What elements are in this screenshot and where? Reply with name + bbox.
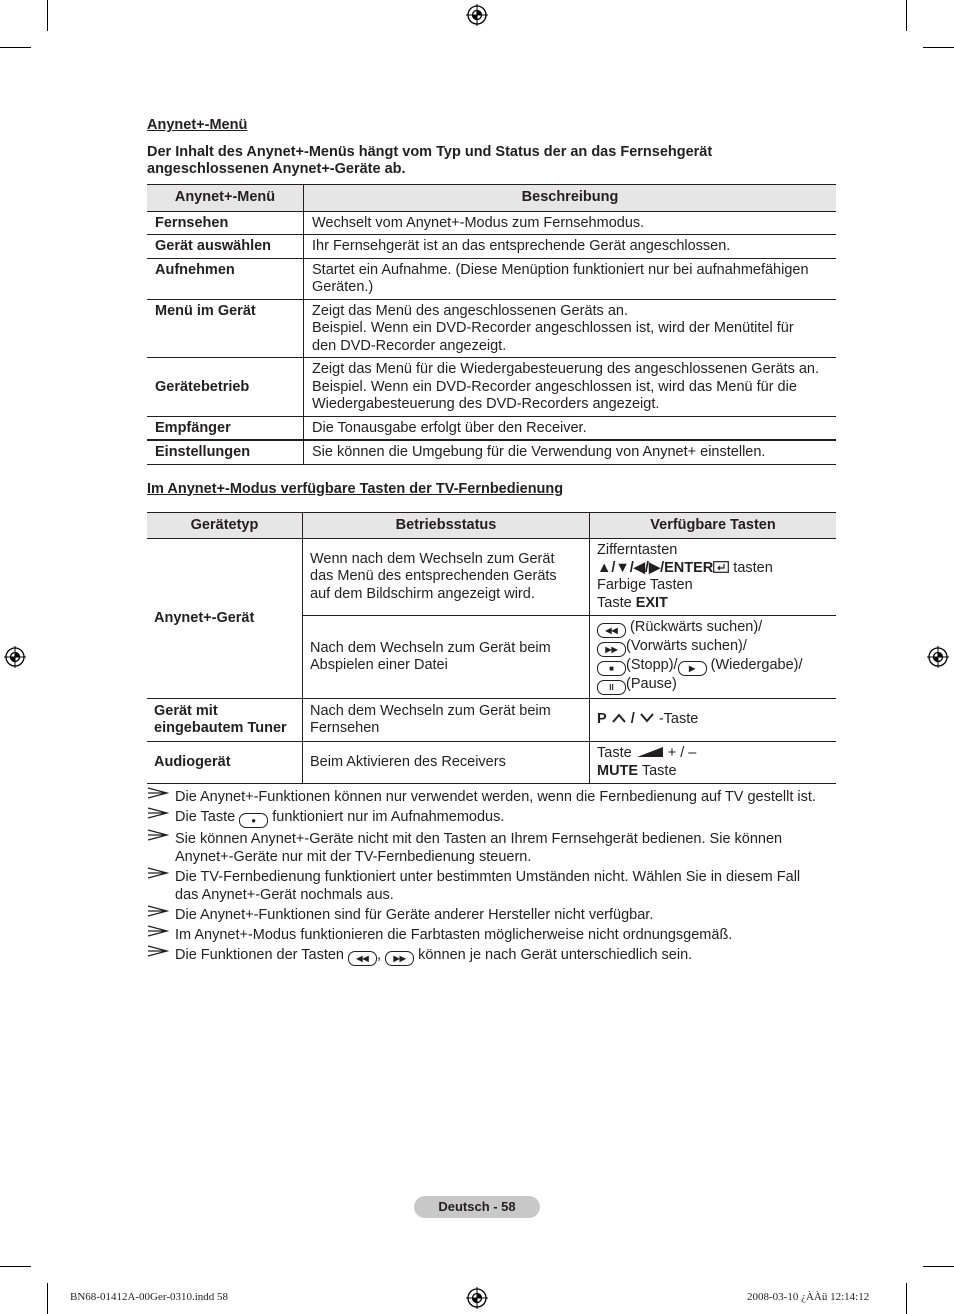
table-row: Gerät mit eingebautem Tuner Nach dem Wechseln zum Gerät beim Fernsehen P / -Taste [147, 699, 836, 742]
column-header: Betriebsstatus [303, 512, 590, 539]
rewind-icon: ◀◀ [597, 623, 626, 638]
intro-text: Der Inhalt des Anynet+-Menüs hängt vom Typ und Status der an das Fernsehgerät angeschlossenen Anynet+-Geräte ab. [147, 144, 713, 177]
table-row: Menü im Gerät Zeigt das Menü des angeschlossenen Geräts an. Beispiel. Wenn ein DVD-Recorder angeschlossen ist, wird der Menütitel für den DVD-Recorder angezeigt. [147, 299, 836, 358]
pause-icon: II [597, 680, 626, 695]
registration-mark-icon [466, 1287, 488, 1309]
registration-mark-icon [927, 646, 949, 668]
crop-mark [906, 1283, 907, 1314]
table-row: Nach dem Wechseln zum Gerät beim Abspielen einer Datei ◀◀ (Rückwärts suchen)/ ▶▶ (Vorwärts suchen)/ ■ (Stopp)/ ▶ (Wiedergabe)/ II (Pause) [147, 616, 836, 699]
remote-keys-table [147, 512, 836, 785]
anynet-menu-table [147, 184, 836, 465]
table-row: Anynet+-Gerät Wenn nach dem Wechseln zum Gerät das Menü des entsprechenden Geräts auf dem Bildschirm angezeigt wird. Zifferntasten ▲/▼/◀/▶/ENTER tasten Farbige Tasten Taste EXIT [147, 539, 836, 616]
fast-forward-icon: ▶▶ [385, 951, 414, 966]
record-icon: ● [239, 813, 268, 828]
fast-forward-icon: ▶▶ [597, 642, 626, 657]
note-arrow-icon [147, 944, 169, 958]
crop-mark [47, 1283, 48, 1314]
print-slug-right: 2008-03-10 ¿ÀÀü 12:14:12 [747, 1291, 870, 1303]
stop-icon: ■ [597, 661, 626, 676]
registration-mark-icon [466, 4, 488, 26]
enter-icon [713, 561, 729, 573]
play-icon: ▶ [678, 661, 707, 676]
table-row: Aufnehmen Startet ein Aufnahme. (Diese Menüption funktioniert nur bei aufnahmefähigen Geräten.) [147, 258, 836, 299]
column-header: Verfügbare Tasten [590, 512, 837, 539]
list-item: Die Anynet+-Funktionen können nur verwendet werden, wenn die Fernbedienung auf TV gestellt ist. [147, 788, 836, 806]
note-arrow-icon [147, 806, 169, 820]
channel-up-icon [611, 712, 627, 724]
table-row: Audiogerät Beim Aktivieren des Receivers Taste + / – MUTE Taste [147, 742, 836, 784]
crop-mark [923, 1266, 954, 1267]
print-slug-left: BN68-01412A-00Ger-0310.indd 58 [70, 1291, 229, 1303]
section-title-remote-keys: Im Anynet+-Modus verfügbare Tasten der TV-Fernbedienung [147, 480, 564, 497]
volume-icon [636, 746, 664, 758]
rewind-icon: ◀◀ [348, 951, 377, 966]
note-arrow-icon [147, 924, 169, 938]
page-content [147, 117, 836, 968]
note-arrow-icon [147, 828, 169, 842]
list-item: Im Anynet+-Modus funktionieren die Farbtasten möglicherweise nicht ordnungsgemäß. [147, 926, 836, 944]
crop-mark [923, 47, 954, 48]
list-item: Sie können Anynet+-Geräte nicht mit den Tasten an Ihrem Fernsehgerät bedienen. Sie können Anynet+-Geräte nur mit der TV-Fernbedienung steuern. [147, 830, 836, 866]
channel-down-icon [639, 712, 655, 724]
section-title-anynet-menu: Anynet+-Menü [147, 117, 248, 133]
list-item: Die Funktionen der Tasten ◀◀ , ▶▶ können je nach Gerät unterschiedlich sein. [147, 946, 836, 966]
note-arrow-icon [147, 866, 169, 880]
table-row: Empfänger Die Tonausgabe erfolgt über den Receiver. [147, 416, 836, 440]
note-arrow-icon [147, 786, 169, 800]
column-header: Beschreibung [304, 185, 837, 212]
notes-list [147, 788, 836, 966]
list-item: Die Taste ● funktioniert nur im Aufnahmemodus. [147, 808, 836, 828]
registration-mark-icon [4, 646, 26, 668]
column-header: Anynet+-Menü [147, 185, 304, 212]
note-arrow-icon [147, 904, 169, 918]
table-row: Gerätebetrieb Zeigt das Menü für die Wiedergabesteuerung des angeschlossenen Geräts an. Beispiel. Wenn ein DVD-Recorder angeschlossen ist, wird das Menü für die Wiedergabesteuerung des DVD-Recorders angezeigt. [147, 358, 836, 417]
table-row: Einstellungen Sie können die Umgebung für die Verwendung von Anynet+ einstellen. [147, 440, 836, 464]
crop-mark [0, 1266, 31, 1267]
list-item: Die Anynet+-Funktionen sind für Geräte anderer Hersteller nicht verfügbar. [147, 906, 836, 924]
crop-mark [47, 0, 48, 31]
table-row: Fernsehen Wechselt vom Anynet+-Modus zum Fernsehmodus. [147, 211, 836, 235]
list-item: Die TV-Fernbedienung funktioniert unter bestimmten Umständen nicht. Wählen Sie in diesem Fall das Anynet+-Gerät nochmals aus. [147, 868, 836, 904]
page-number-badge: Deutsch - 58 [414, 1196, 540, 1218]
table-row: Gerät auswählen Ihr Fernsehgerät ist an das entsprechende Gerät angeschlossen. [147, 235, 836, 259]
crop-mark [0, 47, 31, 48]
crop-mark [906, 0, 907, 31]
column-header: Gerätetyp [147, 512, 303, 539]
